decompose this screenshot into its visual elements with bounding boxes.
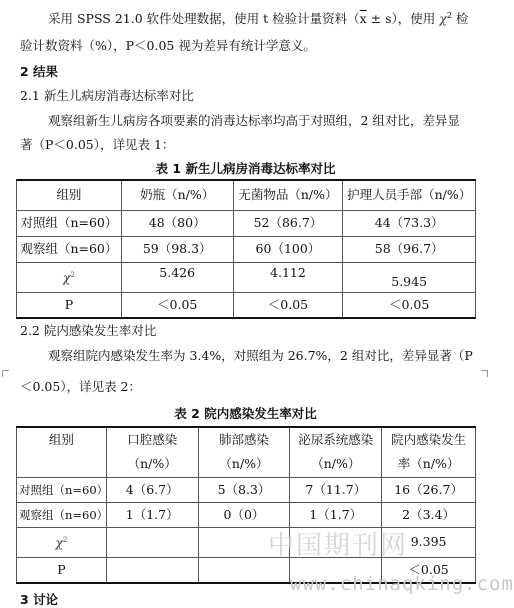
table-row	[17, 236, 476, 262]
para-2-2-line-1: 观察组院内感染发生率为 3.4%，对照组为 26.7%，2 组对比，差异显著（P	[48, 348, 473, 363]
table-2-header-cell: 组别	[17, 427, 107, 477]
table-cell: 5.426	[121, 262, 233, 292]
table-cell: ＜0.05	[343, 292, 476, 318]
table-cell: 60（100）	[233, 236, 343, 262]
intro-line-1: 采用 SPSS 21.0 软件处理数据，使用 t 检验计量资料$(\overline{x} \pm s)$，使用 $\chi^2$ 检	[48, 11, 469, 27]
table-row	[17, 210, 476, 236]
table-2-header-cell: （n/%）	[290, 451, 382, 477]
table-1-caption: 表 1 新生儿病房消毒达标率对比	[155, 161, 336, 176]
table-cell: 5.945	[343, 262, 476, 292]
table-cell: 7（11.7）	[290, 477, 382, 502]
table-cell: 0（0）	[198, 502, 290, 527]
table-2-header-cell: 肺部感染	[198, 427, 290, 451]
table-1-header-cell: 护理人员手部（n/%）	[343, 180, 476, 210]
subsection-2-2-heading: 2.2 院内感染发生率对比	[20, 323, 157, 338]
table-2-caption: 表 2 院内感染发生率对比	[174, 406, 317, 421]
chi-square-label: $\chi^2$	[17, 262, 122, 292]
table-cell: 对照组（n=60）	[17, 477, 107, 502]
table-cell: 48（80）	[121, 210, 233, 236]
table-cell: 1（1.7）	[106, 502, 198, 527]
table-cell: 58（96.7）	[343, 236, 476, 262]
table-1-header-cell: 无菌物品（n/%）	[233, 180, 343, 210]
watermark-url: www.chinaqking.com	[290, 573, 514, 595]
table-1-header-row	[17, 180, 476, 210]
table-1	[16, 179, 476, 319]
table-cell: 1（1.7）	[290, 502, 382, 527]
table-2-header-cell: 泌尿系统感染	[290, 427, 382, 451]
para-2-1-line-1: 观察组新生儿病房各项要素的消毒达标率均高于对照组，2 组对比，差异显	[48, 113, 460, 128]
para-2-2-line-2: ＜0.05），详见表 2：	[20, 379, 142, 394]
table-2-header-row	[17, 427, 476, 451]
table-1-chi-row	[17, 262, 476, 292]
table-cell: ＜0.05	[382, 557, 476, 583]
table-cell: 44（73.3）	[343, 210, 476, 236]
table-cell: ＜0.05	[233, 292, 343, 318]
table-cell: 4（6.7）	[106, 477, 198, 502]
page-corner-mark	[481, 370, 488, 377]
table-cell: 52（86.7）	[233, 210, 343, 236]
table-row	[17, 477, 476, 502]
section-2-heading: 2 结果	[20, 64, 59, 79]
table-cell: 观察组（n=60）	[17, 502, 107, 527]
page-corner-mark	[2, 370, 9, 377]
table-2-header-cell: 院内感染发生	[382, 427, 476, 451]
para-2-1-line-2: 著（P＜0.05），详见表 1：	[20, 137, 175, 152]
table-cell	[106, 557, 198, 583]
table-cell: 4.112	[233, 262, 343, 292]
table-cell: 9.395	[382, 527, 476, 557]
table-cell: 对照组（n=60）	[17, 210, 122, 236]
table-cell: 16（26.7）	[382, 477, 476, 502]
table-2-header-cell: （n/%）	[198, 451, 290, 477]
table-cell: 2（3.4）	[382, 502, 476, 527]
watermark-text: 中国期刊网	[268, 531, 409, 561]
table-cell: ＜0.05	[121, 292, 233, 318]
table-1-header-cell: 奶瓶（n/%）	[121, 180, 233, 210]
table-2-header-cell: （n/%）	[106, 451, 198, 477]
table-cell: 59（98.3）	[121, 236, 233, 262]
table-2-header-cell: 口腔感染	[106, 427, 198, 451]
chi-square-label: $\chi^2$	[17, 527, 107, 557]
table-1-header-cell: 组别	[17, 180, 122, 210]
table-row	[17, 502, 476, 527]
p-value-label: P	[17, 557, 107, 583]
table-cell: 5（8.3）	[198, 477, 290, 502]
intro-line-2: 验计数资料（%），P＜0.05 视为差异有统计学意义。	[20, 38, 316, 53]
p-value-label: P	[17, 292, 122, 318]
table-cell: 观察组（n=60）	[17, 236, 122, 262]
subsection-2-1-heading: 2.1 新生儿病房消毒达标率对比	[20, 88, 194, 103]
section-3-heading: 3 讨论	[20, 592, 59, 607]
table-1-p-row	[17, 292, 476, 318]
table-cell	[106, 527, 198, 557]
table-2-header-cell: 率（n/%）	[382, 451, 476, 477]
